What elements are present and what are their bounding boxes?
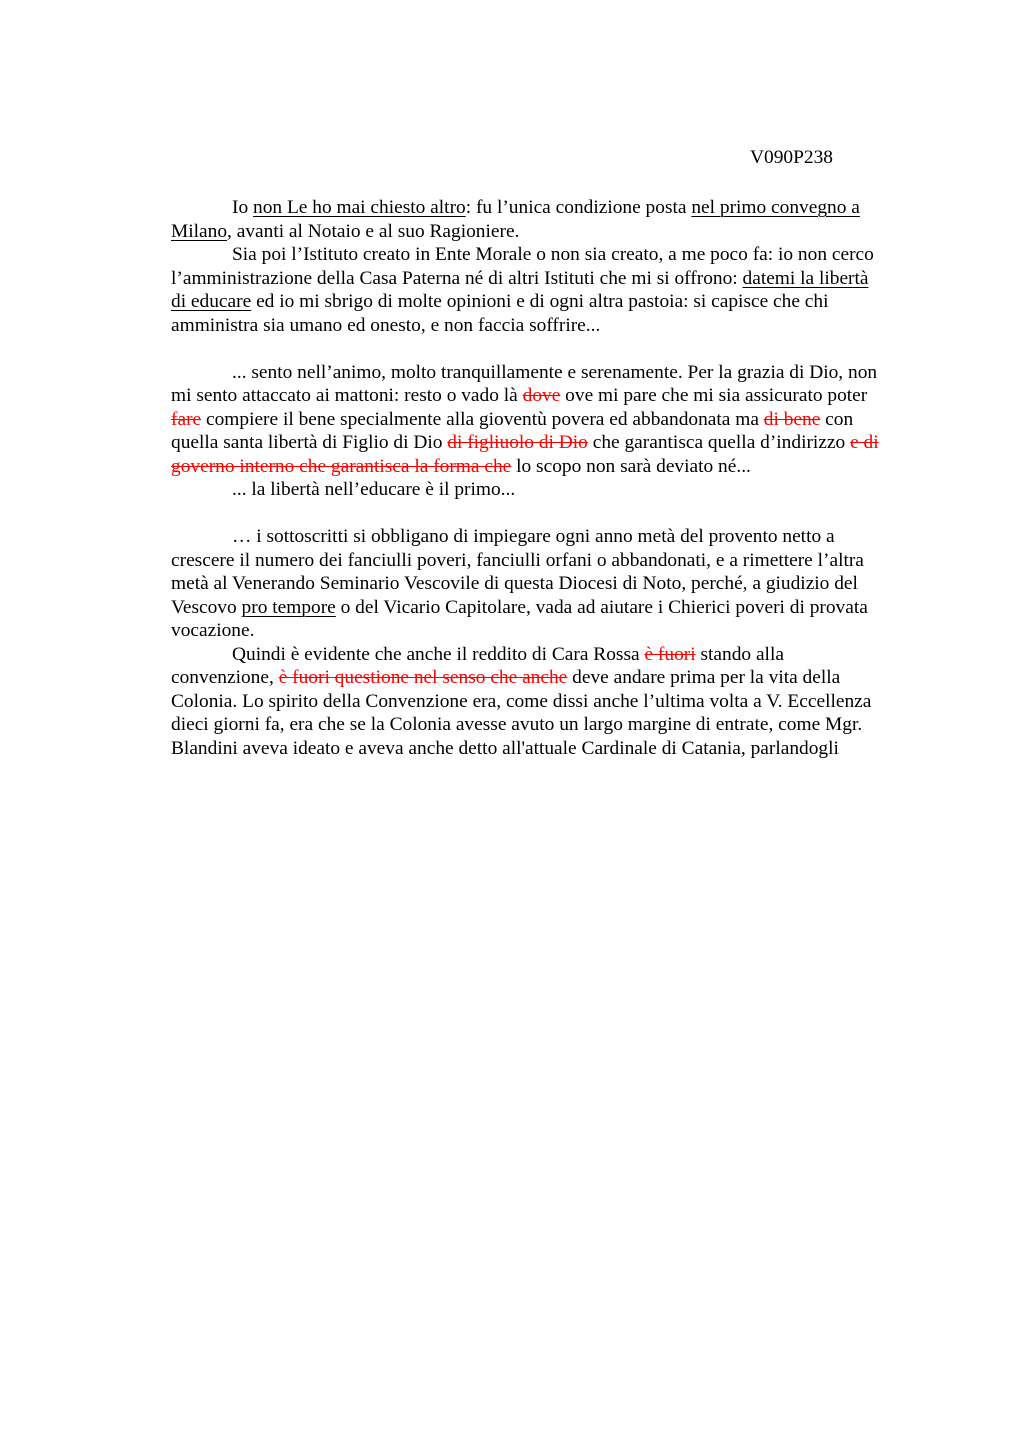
text-line bbox=[171, 408, 931, 432]
underlined-text: datemi la libertà bbox=[742, 267, 869, 289]
underlined-text: pro tempore bbox=[241, 596, 336, 618]
text-line bbox=[171, 220, 931, 244]
text-line: Sia poi l’Istituto creato in Ente Morale o non sia creato, a me poco fa: io non cerco bbox=[232, 244, 874, 265]
paragraph-4 bbox=[171, 478, 931, 502]
paragraph-2 bbox=[171, 243, 931, 337]
deleted-text: di figliuolo di Dio bbox=[447, 432, 588, 453]
text-line bbox=[171, 596, 931, 620]
text-line bbox=[171, 643, 931, 667]
text-run: stando alla bbox=[695, 643, 784, 665]
text-line bbox=[171, 384, 931, 408]
underlined-text: nel primo convegno a bbox=[691, 197, 860, 218]
underlined-text: non Le ho mai chiesto altro bbox=[253, 197, 466, 218]
underlined-text: di educare bbox=[171, 291, 252, 312]
deleted-text: e di bbox=[850, 432, 879, 453]
paragraph-5 bbox=[171, 525, 931, 643]
text-run: , avanti al Notaio e al suo Ragioniere. bbox=[227, 220, 520, 242]
text-line: ... sento nell’animo, molto tranquillamente e serenamente. Per la grazia di Dio, non bbox=[232, 361, 878, 383]
text-line: amministra sia umano ed onesto, e non faccia soffrire... bbox=[171, 314, 601, 336]
deleted-text: di bene bbox=[763, 408, 821, 430]
deleted-text: governo interno che garantisca la forma che bbox=[171, 455, 512, 477]
text-run: quella santa libertà di Figlio di Dio bbox=[171, 432, 448, 453]
text-run: convenzione, bbox=[171, 667, 279, 688]
text-run: Quindi è evidente che anche il reddito di Cara Rossa bbox=[232, 643, 645, 665]
text-line bbox=[171, 455, 931, 479]
text-line: vocazione. bbox=[171, 620, 255, 641]
text-line: … i sottoscritti si obbligano di impiegare ogni anno metà del provento netto a bbox=[232, 526, 835, 547]
underlined-text: Milano bbox=[171, 220, 228, 242]
text-run: che garantisca quella d’indirizzo bbox=[587, 432, 851, 453]
text-line: metà al Venerando Seminario Vescovile di questa Diocesi di Noto, perché, a giudizio del bbox=[171, 573, 858, 594]
text-run: ed io mi sbrigo di molte opinioni e di ogni altra pastoia: si capisce che chi bbox=[251, 291, 829, 312]
page-code: V090P238 bbox=[750, 147, 833, 168]
deleted-text: fare bbox=[171, 408, 202, 430]
text-line bbox=[171, 290, 931, 314]
text-run: ove mi pare che mi sia assicurato poter bbox=[560, 385, 868, 406]
text-run: lo scopo non sarà deviato né... bbox=[511, 455, 751, 477]
paragraph-1 bbox=[171, 196, 931, 243]
text-line: crescere il numero dei fanciulli poveri, fanciulli orfani o abbandonati, e a rimettere l’altra bbox=[171, 549, 864, 571]
document-body bbox=[171, 196, 931, 760]
deleted-text: è fuori bbox=[644, 643, 696, 665]
text-line: dieci giorni fa, era che se la Colonia avesse avuto un largo margine di entrate, come Mgr. bbox=[171, 714, 863, 735]
text-run: : fu l’unica condizione posta bbox=[465, 197, 692, 218]
text-line bbox=[171, 431, 931, 455]
text-run: o del Vicario Capitolare, vada ad aiutare i Chierici poveri di provata bbox=[335, 596, 868, 618]
text-run: mi sento attaccato ai mattoni: resto o vado là bbox=[171, 385, 523, 406]
text-line: Colonia. Lo spirito della Convenzione era, come dissi anche l’ultima volta a V. Eccellenza bbox=[171, 690, 872, 712]
text-line bbox=[171, 666, 931, 690]
text-run: Vescovo bbox=[171, 596, 242, 618]
paragraph-gap bbox=[171, 337, 931, 361]
text-line bbox=[171, 267, 931, 291]
paragraph-3 bbox=[171, 361, 931, 479]
text-run: Io bbox=[232, 197, 254, 218]
paragraph-gap bbox=[171, 502, 931, 526]
text-line: Blandini aveva ideato e aveva anche detto all'attuale Cardinale di Catania, parlandogli bbox=[171, 737, 839, 759]
text-run: deve andare prima per la vita della bbox=[567, 667, 841, 688]
text-line: ... la libertà nell’educare è il primo... bbox=[232, 479, 516, 500]
paragraph-6 bbox=[171, 643, 931, 761]
deleted-text: è fuori questione nel senso che anche bbox=[278, 667, 568, 688]
text-line bbox=[171, 196, 931, 220]
text-run: compiere il bene specialmente alla gioventù povera ed abbandonata ma bbox=[201, 408, 764, 430]
text-run: l’amministrazione della Casa Paterna né di altri Istituti che mi si offrono: bbox=[171, 267, 743, 289]
deleted-text: dove bbox=[522, 385, 561, 406]
text-run: con bbox=[820, 408, 854, 430]
